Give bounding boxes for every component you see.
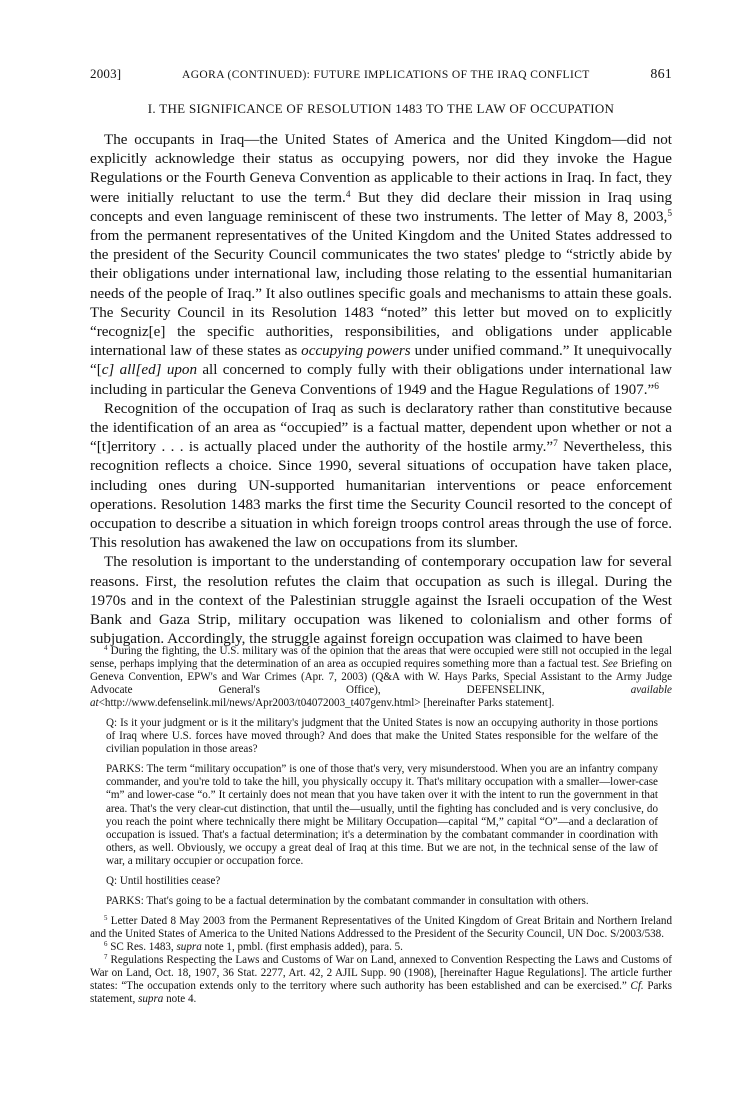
running-head	[90, 66, 672, 83]
quote-answer-2: PARKS: That's going to be a factual determination by the combatant commander in consultation with others.	[106, 894, 589, 907]
quote-question-2: Q: Until hostilities cease?	[106, 874, 221, 887]
footnote-6: $^6$ SC Res. 1483, supra note 1, pmbl. (first emphasis added), para. 5.	[104, 940, 403, 953]
volume-year: 2003]	[90, 66, 122, 81]
quote-question-1: Q: Is it your judgment or is it the military's judgment that the United States is now an occupying authority in those portions of Iraq where U.S. forces have moved through? And does that make the United States responsible for the welfare of the civilian population in those areas?	[106, 717, 658, 756]
paragraph-3: The resolution is important to the understanding of contemporary occupation law for several reasons. First, the resolution refutes the claim that occupation as such is illegal. During the 1970s and in the context of the Palestinian struggle against the Israeli occupation of the West Bank and Gaza Strip, military occupation was likened to colonialism and other forms of subjugation. Accordingly, the struggle against foreign occupation was claimed to have been	[90, 554, 672, 648]
paragraph-2: Recognition of the occupation of Iraq as such is declaratory rather than constitutive because the identification of an area as “occupied” is a factual matter, dependent upon whether or not a “[t]erritory . . . is actually placed under the authority of the hostile army.”$^7$ Nevertheless, this recognition reflects a choice. Since 1990, several situations of occupation have taken place, including ones during UN-supported humanitarian interventions or peace enforcement operations. Resolution 1483 marks the first time the Security Council resorted to the concept of occupation to describe a situation in which foreign troops control areas through the use of force. This resolution has awakened the law on occupations from its slumber.	[90, 400, 672, 552]
footnote-7: $^7$ Regulations Respecting the Laws and Customs of War on Land, annexed to Convention Respecting the Laws and Customs of War on Land, Oct. 18, 1907, 36 Stat. 2277, Art. 42, 2 AJIL Supp. 90 (1908), [hereinafter Hague Regulations]. The article further states: “The occupation extends only to the territory where such authority has been established and can be exercised.” Cf. Parks statement, supra note 4.	[90, 953, 672, 1006]
footnote-ref-6[interactable]: 6	[654, 381, 659, 392]
footnotes	[90, 645, 672, 1006]
footnote-4: $^4$ During the fighting, the U.S. military was of the opinion that the areas that were occupied were still not occupied in the legal sense, perhaps implying that the determination of an area as occupied requires something more than a factual test. See Briefing on Geneva Convention, EPW's and War Crimes (Apr. 7, 2003) (Q&A with W. Hays Parks, Special Assistant to the Army Judge Advocate General's Office), DEFENSELINK, available at<http://www.defenselink.mil/news/Apr2003/t04072003_t407genv.html> [hereinafter Parks statement].	[90, 645, 672, 710]
main-text	[90, 131, 672, 649]
quote-answer-1: PARKS: The term “military occupation” is one of those that's very, very misunderstood. When you are an infantry company commander, and you're told to take the hill, you physically occupy it. That's military occupation with a smaller—lower-case “m” and lower-case “o.” It certainly does not mean that you have taken over it with the intent to run the government in that area. That's the very clear-cut distinction, that until the—usually, until the fighting has concluded and is very conclusive, do you reach the point where technically there might be Military Occupation—capital “M,” capital “O”—and a declaration of occupation is issued. That's a factual determination; it's a determination by the combatant commander in coordination with others, as well. Obviously, we occupy a great deal of Iraq at this time. But we are not, in the technical sense of the law of war, a military occupier or occupation force.	[106, 763, 658, 867]
footnote-ref-4[interactable]: 4	[345, 189, 351, 200]
page-number: 861	[650, 67, 672, 82]
footnote-5: $^5$ Letter Dated 8 May 2003 from the Permanent Representatives of the United Kingdom of Great Britain and Northern Ireland and the United States of America to the United Nations Addressed to the President of the Security Council, UN Doc. S/2003/538.	[90, 914, 672, 940]
running-head-title: AGORA (CONTINUED): FUTURE IMPLICATIONS OF THE IRAQ CONFLICT	[182, 69, 590, 81]
paragraph-1: The occupants in Iraq—the United States of America and the United Kingdom—did not explicitly acknowledge their status as occupying powers, nor did they invoke the Hague Regulations or the Fourth Geneva Convention as applicable to their actions in Iraq. In fact, they were initially reluctant to use the term.$^4$ But they did declare their mission in Iraq using concepts and even language reminiscent of these two instruments. The letter of May 8, 2003,$^5$ from the permanent representatives of the United Kingdom and the United States addressed to the president of the Security Council communicates the two states' pledge to “strictly abide by their obligations under international law, including those relating to the essential humanitarian needs of the people of Iraq.” It also outlines specific goals and mechanisms to attain these goals. The Security Council in its Resolution 1483 “noted” this letter but moved on to explicitly “recogniz[e] the specific authorities, responsibilities, and obligations under applicable international law of these states as occupying powers under unified command.” It unequivocally “[c] all[ed] upon all concerned to comply fully with their obligations under international law including in particular the Geneva Conventions of 1949 and the Hague Regulations of 1907.”$^6$	[90, 132, 673, 398]
footnote-ref-5[interactable]: 5	[667, 208, 672, 219]
section-heading: I. THE SIGNIFICANCE OF RESOLUTION 1483 TO THE LAW OF OCCUPATION	[147, 101, 615, 116]
footnote-ref-7[interactable]: 7	[553, 439, 558, 450]
source-link[interactable]: <http://www.defenselink.mil/news/Apr2003/t04072003_t407genv.html> [hereinafter Parks statement].	[98, 697, 555, 710]
